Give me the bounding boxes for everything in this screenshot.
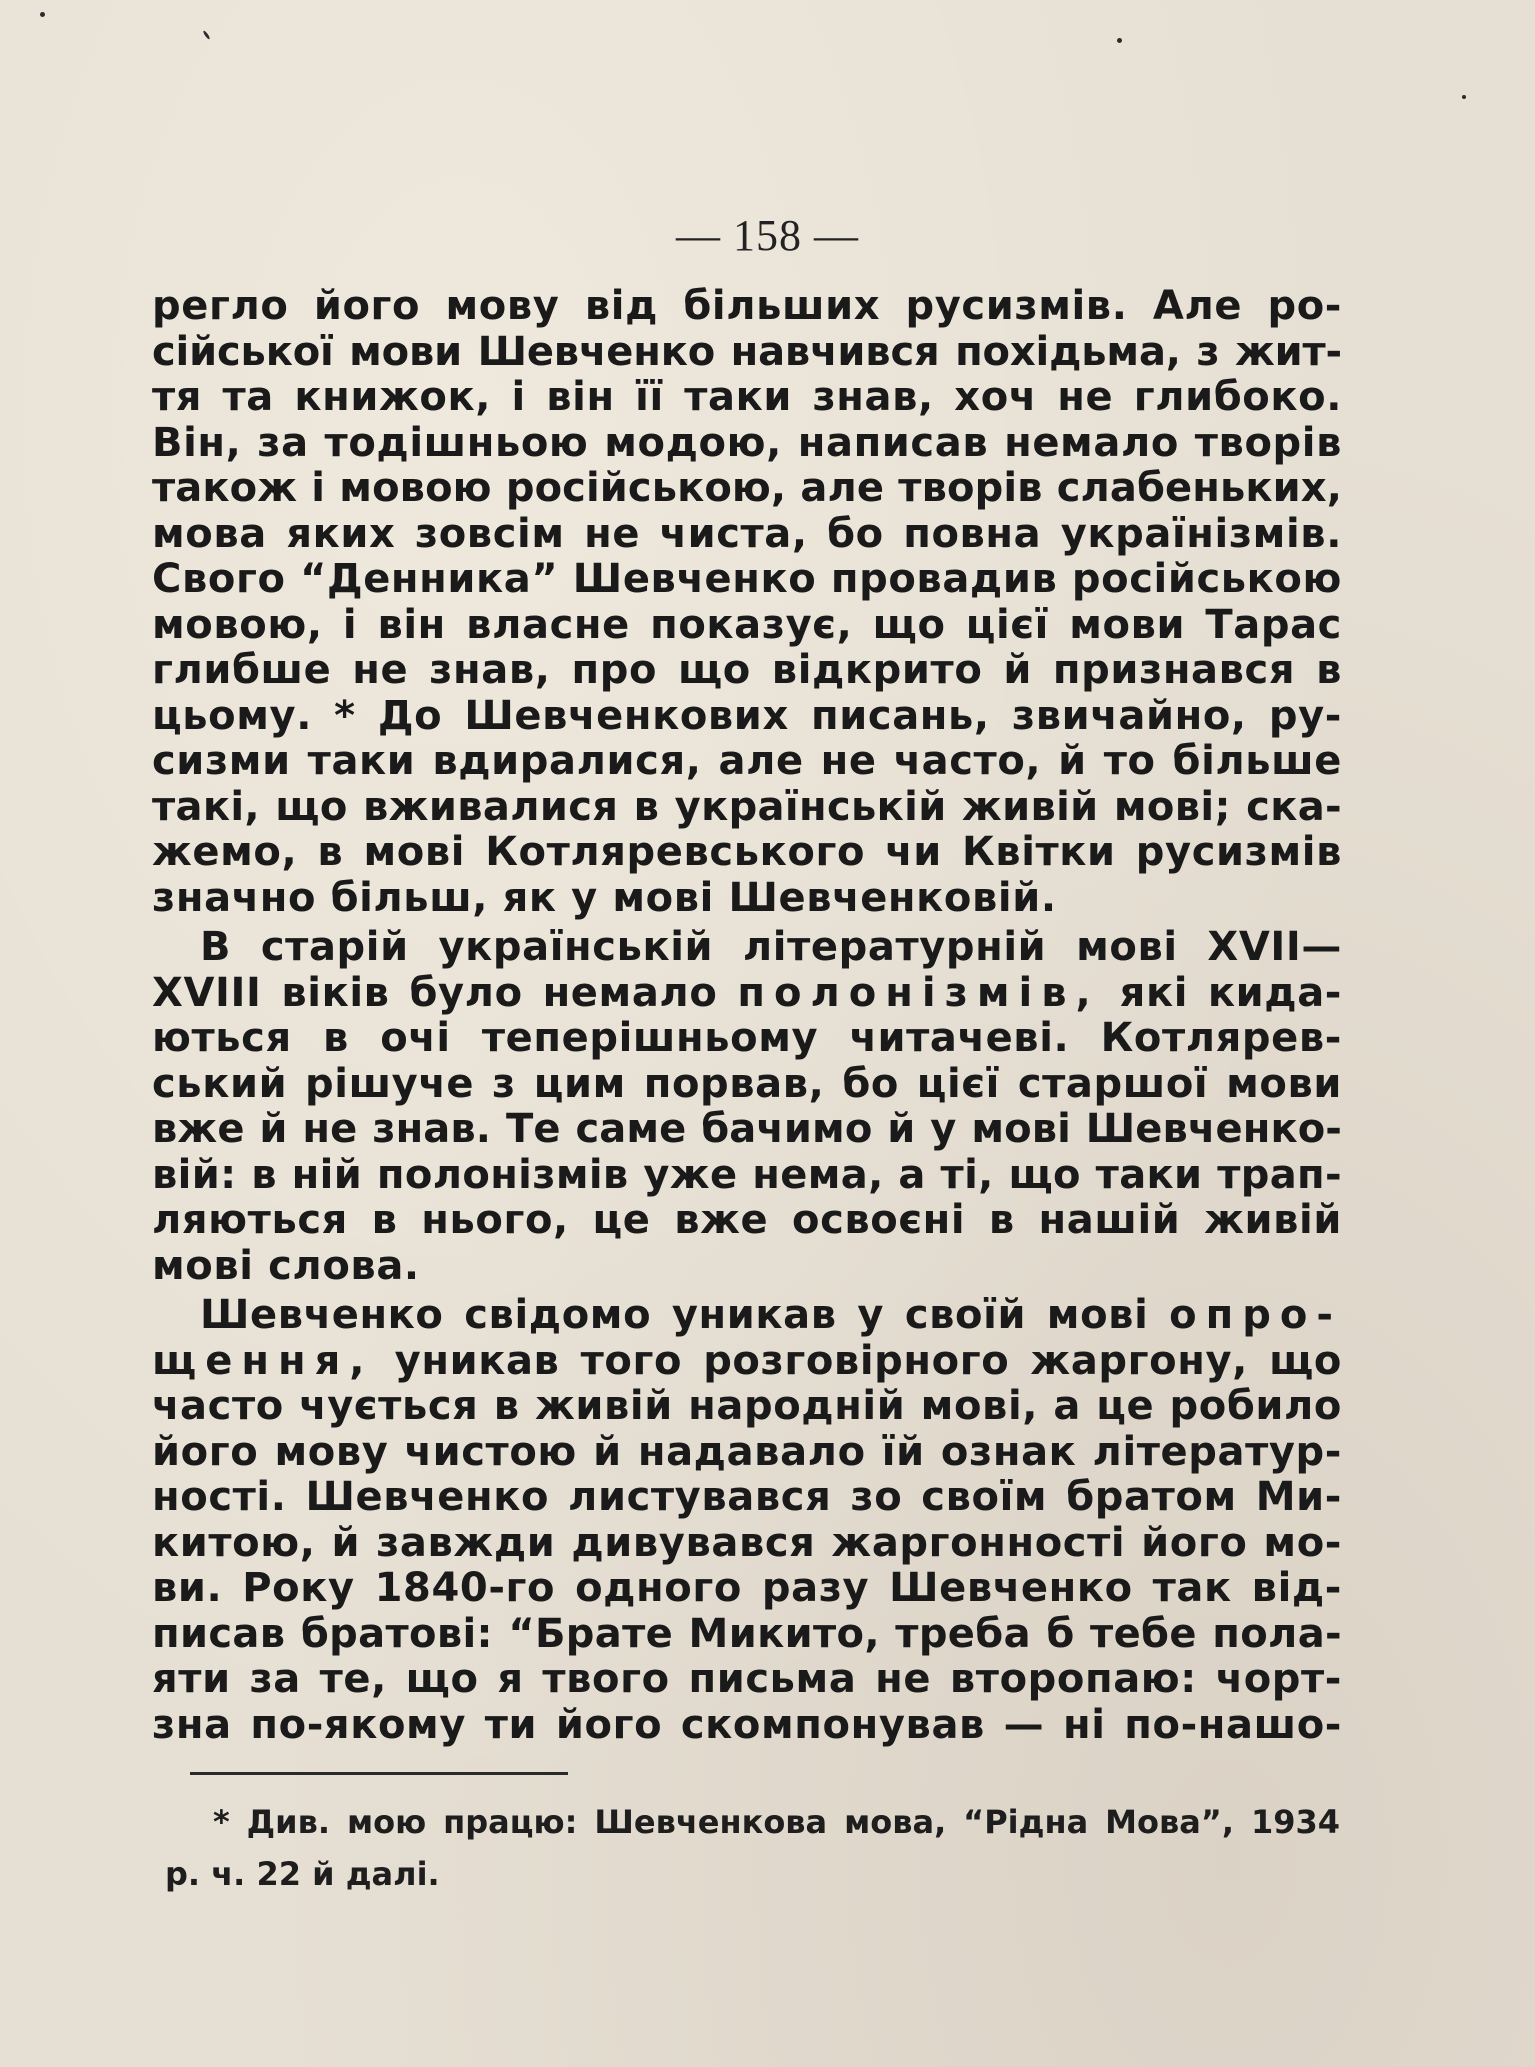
text-line [152, 1293, 1342, 1339]
text-line: яти за те, що я твого письма не второпаю: чорт- [152, 1656, 1342, 1702]
text-line: регло його мову від більших русизмів. Але ро- [152, 283, 1342, 329]
footnote [165, 1796, 1340, 1900]
footnote-line: р. ч. 22 й далі. [165, 1855, 440, 1893]
text-line: мова яких зовсім не чиста, бо повна українізмів. [152, 510, 1342, 557]
text-segment: Шевченко свідомо уникав у своїй мові [200, 1292, 1149, 1338]
text-line: його мову чистою й надавало їй ознак літератур- [152, 1428, 1342, 1475]
text-line: сизми таки вдиралися, але не часто, й то більше [152, 738, 1342, 784]
text-line: ський рішуче з цим порвав, бо цієї старшої мови [152, 1060, 1342, 1107]
text-line: Свого “Денника” Шевченко провадив російською [152, 556, 1342, 602]
footnote-divider [190, 1772, 568, 1775]
spaced-emphasis: полонізмів, [737, 969, 1100, 1016]
text-line [152, 1339, 1342, 1385]
text-segment: які кида- [1119, 969, 1342, 1016]
text-line: сійської мови Шевченко навчився похідьма, з жит- [152, 328, 1342, 375]
text-line: цьому. * До Шевченкових писань, звичайно, ру- [152, 692, 1342, 739]
paragraph-3 [152, 1293, 1342, 1748]
text-line: китою, й завжди дивувався жаргонності його мо- [152, 1519, 1342, 1566]
text-line: вій: в ній полонізмів уже нема, а ті, що таки трап- [152, 1151, 1342, 1198]
text-line: часто чується в живій народній мові, а це робило [152, 1383, 1342, 1429]
ink-speck [202, 30, 210, 40]
text-line: Він, за тодішньою модою, написав немало творів [152, 419, 1342, 466]
body-text [152, 284, 1342, 1748]
text-line: значно більш, як у мові Шевченковій. [152, 874, 1057, 921]
text-line: писав братові: “Брате Микито, треба б тебе пола- [152, 1610, 1342, 1657]
text-line [152, 971, 1342, 1017]
footnote-line: * Див. мою працю: Шевченкова мова, “Рідна Мова”, 1934 [213, 1803, 1340, 1841]
text-line: тя та книжок, і він її таки знав, хоч не глибоко. [152, 374, 1342, 420]
ink-speck [1117, 38, 1122, 43]
text-segment: уникав того розговірного жаргону, що [394, 1337, 1342, 1384]
spaced-emphasis: опро- [1169, 1292, 1343, 1338]
text-line: ви. Року 1840-го одного разу Шевченко так від- [152, 1565, 1342, 1611]
text-line: зна по-якому ти його скомпонував — ні по-нашо- [152, 1701, 1342, 1748]
text-line: також і мовою російською, але творів слабеньких, [152, 465, 1342, 511]
ink-speck [40, 12, 45, 17]
page-number: — 158 — [676, 211, 859, 260]
text-segment: XVIII віків було немало [152, 969, 718, 1016]
spaced-emphasis: щення, [152, 1337, 374, 1384]
text-line: ності. Шевченко листувався зо своїм братом Ми- [152, 1474, 1342, 1520]
text-line: глибше не знав, про що відкрито й признався в [152, 647, 1342, 693]
text-line: мовою, і він власне показує, що цієї мови Тарас [152, 601, 1342, 648]
paragraph-2 [152, 925, 1342, 1289]
text-line: ляються в нього, це вже освоєні в нашій живій [152, 1197, 1342, 1243]
text-line: мові слова. [152, 1242, 420, 1289]
paragraph-1 [152, 284, 1342, 921]
text-line: жемо, в мові Котляревського чи Квітки русизмів [152, 829, 1342, 875]
text-line: ються в очі теперішньому читачеві. Котлярев- [152, 1015, 1342, 1061]
text-line: вже й не знав. Те саме бачимо й у мові Шевченко- [152, 1106, 1342, 1152]
text-line: такі, що вживалися в українській живій мові; ска- [152, 783, 1342, 830]
text-line: В старій українській літературній мові XVII— [200, 924, 1342, 970]
ink-speck [1462, 95, 1466, 99]
